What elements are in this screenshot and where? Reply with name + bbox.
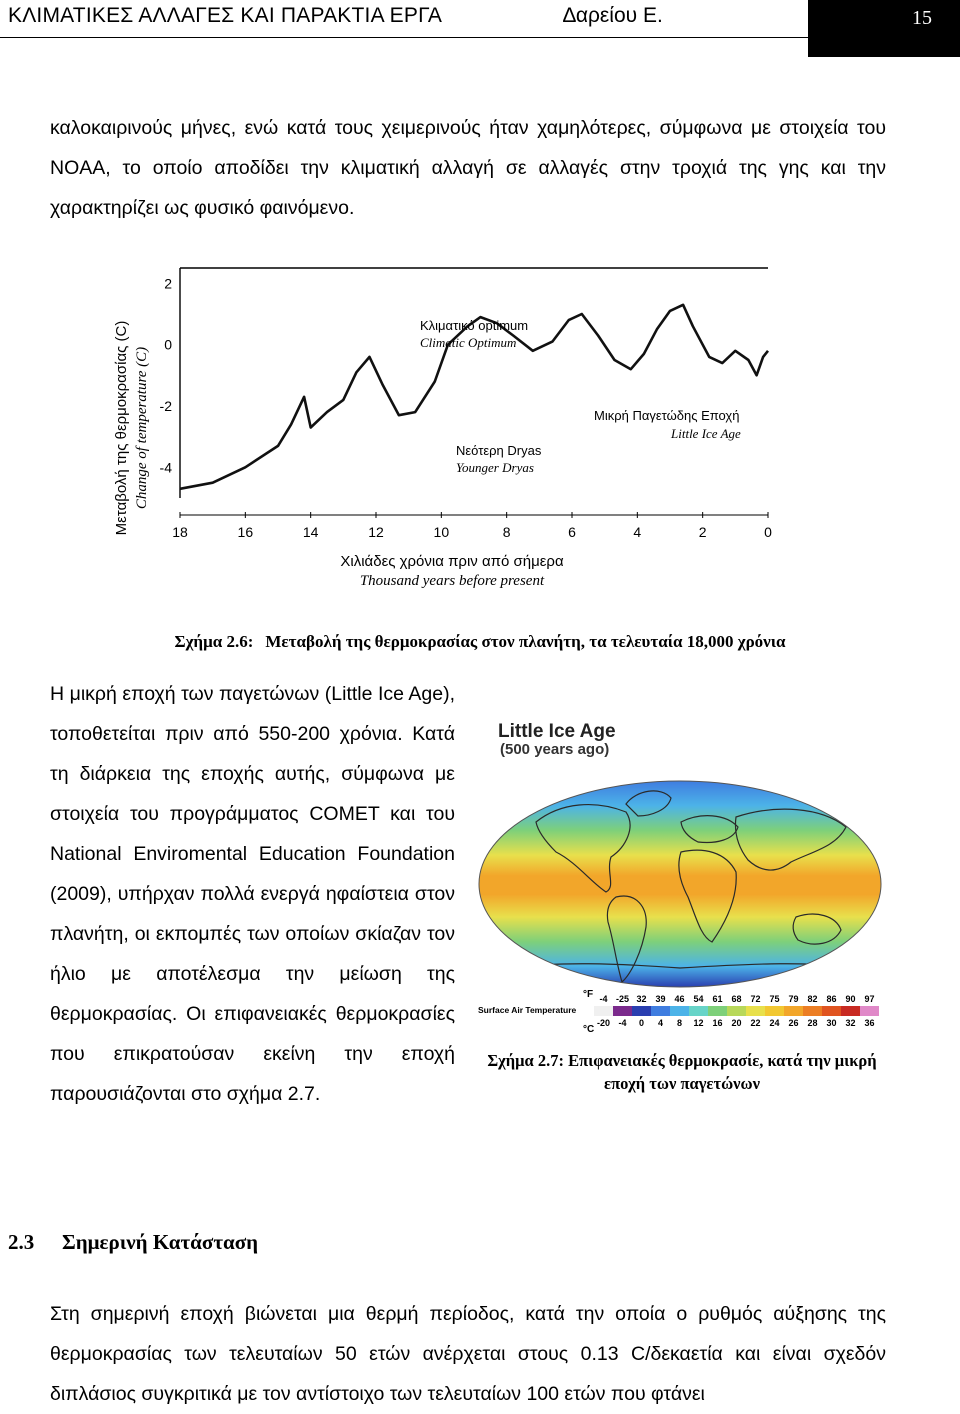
temperature-legend — [594, 994, 879, 1028]
x-axis-ticks — [172, 512, 772, 540]
y-tick-label: -2 — [159, 398, 172, 414]
map-subtitle: (500 years ago) — [500, 741, 610, 758]
legend-value-f: 79 — [788, 994, 799, 1004]
legend-swatch — [727, 1006, 746, 1016]
legend-swatch — [670, 1006, 689, 1016]
legend-swatch — [708, 1006, 727, 1016]
paragraph-little-ice-age-text: Η μικρή εποχή των παγετώνων (Little Ice Age), τοποθετείται πριν από 550-200 χρόνια. Κατά τη διάρκεια της εποχής αυτής, σύμφωνα με στοιχεία του προγράμματος COMET και του National Enviromental Education Foundation (2009), υπήρχαν πολλά ενεργά ηφαίστεια στον πλανήτη, οι εκπομπές των οποίων σκίαζαν τον ήλιο με αποτέλεσμα την μείωση της θερμοκρασίας. Οι επιφανειακές θερμοκρασίες που επικρατούσαν εκείνη την εποχή παρουσιάζονται στο σχήμα 2.7. — [50, 683, 455, 1105]
legend-value-c: 28 — [807, 1018, 818, 1028]
temperature-change-chart — [108, 258, 788, 598]
legend-value-f: 39 — [655, 994, 666, 1004]
legend-swatch — [860, 1006, 879, 1016]
world-map — [479, 781, 881, 987]
little-ice-age-map-figure — [476, 712, 888, 1040]
legend-unit-f: °F — [583, 989, 594, 1000]
figure-2-6-caption-text: Μεταβολή της θερμοκρασίας στον πλανήτη, τα τελευταία 18,000 χρόνια — [265, 632, 786, 651]
y-tick-label: -4 — [159, 459, 172, 476]
legend-value-f: 97 — [864, 994, 875, 1004]
legend-swatch — [765, 1006, 784, 1016]
x-tick-label: 10 — [433, 524, 450, 540]
paragraph-current-state — [50, 1294, 886, 1414]
annotation-optimum-gr: Κλιματικό optimum — [420, 318, 529, 333]
section-number: 2.3 — [8, 1230, 35, 1254]
legend-value-c: 16 — [712, 1018, 723, 1028]
x-tick-label: 6 — [568, 524, 576, 540]
legend-value-c: 12 — [693, 1018, 704, 1028]
legend-unit-c: °C — [583, 1024, 595, 1035]
legend-value-f: 54 — [693, 994, 704, 1004]
x-tick-label: 18 — [172, 524, 188, 540]
legend-swatch — [594, 1006, 613, 1016]
figure-2-7-caption — [476, 1049, 888, 1095]
x-tick-label: 4 — [633, 524, 642, 540]
legend-value-c: 36 — [864, 1018, 875, 1028]
annotation-optimum-en: Climatic Optimum — [420, 335, 517, 350]
legend-swatch — [632, 1006, 651, 1016]
annotation-dryas-gr: Νεότερη Dryas — [456, 443, 542, 458]
y-tick-label: 2 — [164, 275, 172, 292]
legend-value-c: -20 — [596, 1018, 611, 1028]
legend-swatch — [613, 1006, 632, 1016]
running-author: ∆αρείου Ε. — [563, 4, 663, 27]
legend-value-f: 46 — [674, 994, 685, 1004]
legend-value-f: 86 — [826, 994, 837, 1004]
x-tick-label: 12 — [368, 524, 384, 540]
legend-value-f: 72 — [750, 994, 761, 1004]
legend-value-f: 61 — [712, 994, 723, 1004]
legend-value-f: 75 — [769, 994, 780, 1004]
x-tick-label: 2 — [698, 524, 707, 540]
paragraph-current-state-text: Στη σημερινή εποχή βιώνεται μια θερμή περίοδος, κατά την οποία ο ρυθμός αύξησης της θερμοκρασίας των τελευταίων 50 ετών ανέρχεται στους 0.13 C/δεκαετία και είναι σχεδόν διπλάσιος συγκριτικά με τον αντίστοιχο των τελευταίων 100 ετών που φτάνει — [50, 1303, 886, 1405]
legend-value-c: 30 — [826, 1018, 837, 1028]
legend-value-f: 68 — [731, 994, 742, 1004]
legend-swatch — [822, 1006, 841, 1016]
legend-value-f: -4 — [599, 994, 608, 1004]
globe-background — [479, 781, 881, 987]
legend-swatch — [784, 1006, 803, 1016]
x-tick-label: 0 — [764, 524, 772, 540]
annotation-lia-en: Little Ice Age — [671, 426, 741, 441]
y-tick-label: 0 — [164, 336, 172, 353]
x-axis-label-gr: Χιλιάδες χρόνια πριν από σήμερα — [340, 553, 564, 570]
annotation-dryas-en: Younger Dryas — [456, 460, 534, 475]
legend-value-c: -4 — [618, 1018, 627, 1028]
x-axis-label-en: Thousand years before present — [359, 573, 545, 589]
legend-swatch — [689, 1006, 708, 1016]
legend-value-c: 8 — [676, 1018, 683, 1028]
legend-value-f: 90 — [845, 994, 856, 1004]
legend-swatch — [651, 1006, 670, 1016]
legend-swatch — [746, 1006, 765, 1016]
legend-value-c: 0 — [638, 1018, 645, 1028]
running-title: ΚΛΙΜΑΤΙΚΕΣ ΑΛΛΑΓΕΣ ΚΑΙ ΠΑΡΑΚΤΙΑ ΕΡΓΑ — [8, 4, 443, 27]
legend-value-c: 22 — [750, 1018, 761, 1028]
legend-value-c: 4 — [657, 1018, 664, 1028]
legend-value-c: 32 — [845, 1018, 856, 1028]
legend-value-f: 32 — [636, 994, 647, 1004]
page-number: 15 — [912, 7, 932, 29]
annotations — [420, 318, 741, 475]
legend-value-f: -25 — [615, 994, 630, 1004]
x-tick-label: 8 — [502, 524, 511, 540]
legend-swatch — [841, 1006, 860, 1016]
y-axis-ticks — [160, 275, 173, 475]
figure-2-7-caption-text: Επιφανειακές θερμοκρασίε, κατά την μικρή εποχή των παγετώνων — [568, 1051, 877, 1093]
legend-value-c: 26 — [788, 1018, 799, 1028]
legend-value-c: 24 — [769, 1018, 780, 1028]
legend-value-f: 82 — [807, 994, 818, 1004]
annotation-lia-gr: Μικρή Παγετώδης Εποχή — [594, 408, 740, 423]
y-axis-label-gr: Μεταβολή της θερμοκρασίας (C) — [113, 320, 130, 536]
legend-swatch — [803, 1006, 822, 1016]
legend-label: Surface Air Temperature — [478, 1005, 577, 1015]
legend-value-c: 20 — [731, 1018, 742, 1028]
figure-2-7-caption-label: Σχήμα 2.7: — [487, 1051, 564, 1070]
y-axis-label-en: Change of temperature (C) — [134, 346, 150, 510]
figure-2-6-caption-label: Σχήμα 2.6: — [174, 632, 254, 651]
page-header — [0, 0, 960, 58]
paragraph-intro — [50, 108, 886, 228]
section-title: Σημερινή Κατάσταση — [62, 1230, 259, 1254]
header-rule — [0, 37, 808, 38]
x-tick-label: 16 — [237, 524, 254, 540]
paragraph-little-ice-age — [50, 674, 455, 1114]
section-heading — [8, 1230, 258, 1255]
figure-2-6-caption — [0, 632, 960, 652]
map-title: Little Ice Age — [498, 721, 616, 742]
paragraph-intro-text: καλοκαιρινούς μήνες, ενώ κατά τους χειμερινούς ήταν χαμηλότερες, σύμφωνα με στοιχεία του NOAA, το οποίο αποδίδει την κλιματική αλλαγή σε αλλαγές στην τροχιά της γης και την χαρακτηρίζει ως φυσικό φαινόμενο. — [50, 117, 886, 219]
x-tick-label: 14 — [302, 524, 319, 540]
